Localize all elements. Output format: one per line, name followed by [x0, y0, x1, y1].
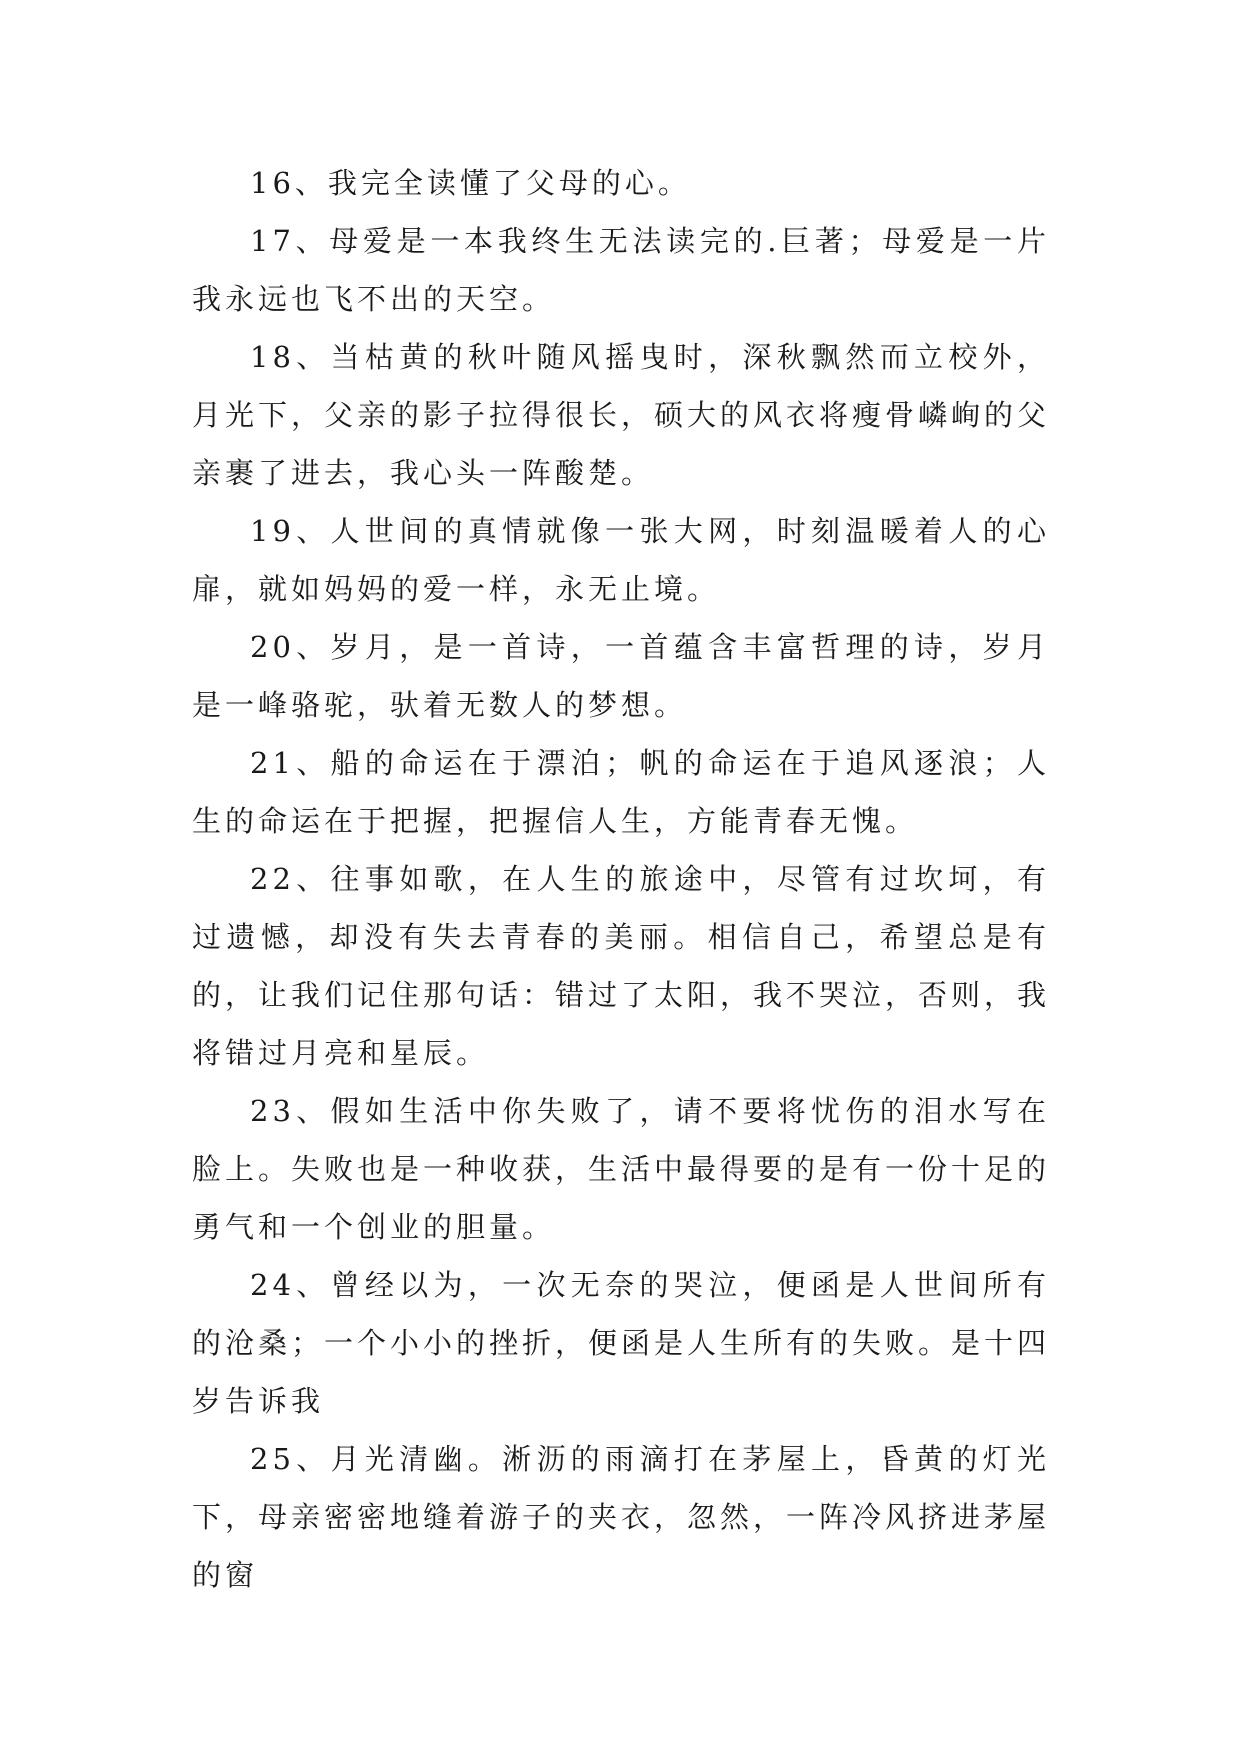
paragraph-18: 18、当枯黄的秋叶随风摇曳时，深秋飘然而立校外，月光下，父亲的影子拉得很长，硕大的风衣将瘦骨嶙峋的父亲裹了进去，我心头一阵酸楚。 [192, 340, 1051, 490]
paragraph-20: 20、岁月，是一首诗，一首蕴含丰富哲理的诗，岁月是一峰骆驼，驮着无数人的梦想。 [192, 630, 1050, 722]
paragraph-23: 23、假如生活中你失败了，请不要将忧伤的泪水写在脸上。失败也是一种收获，生活中最得要的是有一份十足的勇气和一个创业的胆量。 [192, 1094, 1051, 1244]
paragraph-22: 22、往事如歌，在人生的旅途中，尽管有过坎坷，有过遗憾，却没有失去青春的美丽。相信自己，希望总是有的，让我们记住那句话：错过了太阳，我不哭泣，否则，我将错过月亮和星辰。 [192, 862, 1051, 1070]
paragraph-21: 21、船的命运在于漂泊；帆的命运在于追风逐浪；人生的命运在于把握，把握信人生，方能青春无愧。 [192, 746, 1050, 838]
paragraph-16: 16、我完全读懂了父母的心。 [250, 166, 691, 200]
paragraph-25: 25、月光清幽。淅沥的雨滴打在茅屋上，昏黄的灯光下，母亲密密地缝着游子的夹衣，忽然，一阵冷风挤进茅屋的窗 [192, 1442, 1051, 1592]
paragraph-17: 17、母爱是一本我终生无法读完的.巨著；母爱是一片我永远也飞不出的天空。 [192, 224, 1050, 316]
paragraph-19: 19、人世间的真情就像一张大网，时刻温暖着人的心扉，就如妈妈的爱一样，永无止境。 [192, 514, 1050, 606]
document-body [192, 154, 1050, 1604]
paragraph-24: 24、曾经以为，一次无奈的哭泣，便函是人世间所有的沧桑；一个小小的挫折，便函是人生所有的失败。是十四岁告诉我 [192, 1268, 1051, 1418]
